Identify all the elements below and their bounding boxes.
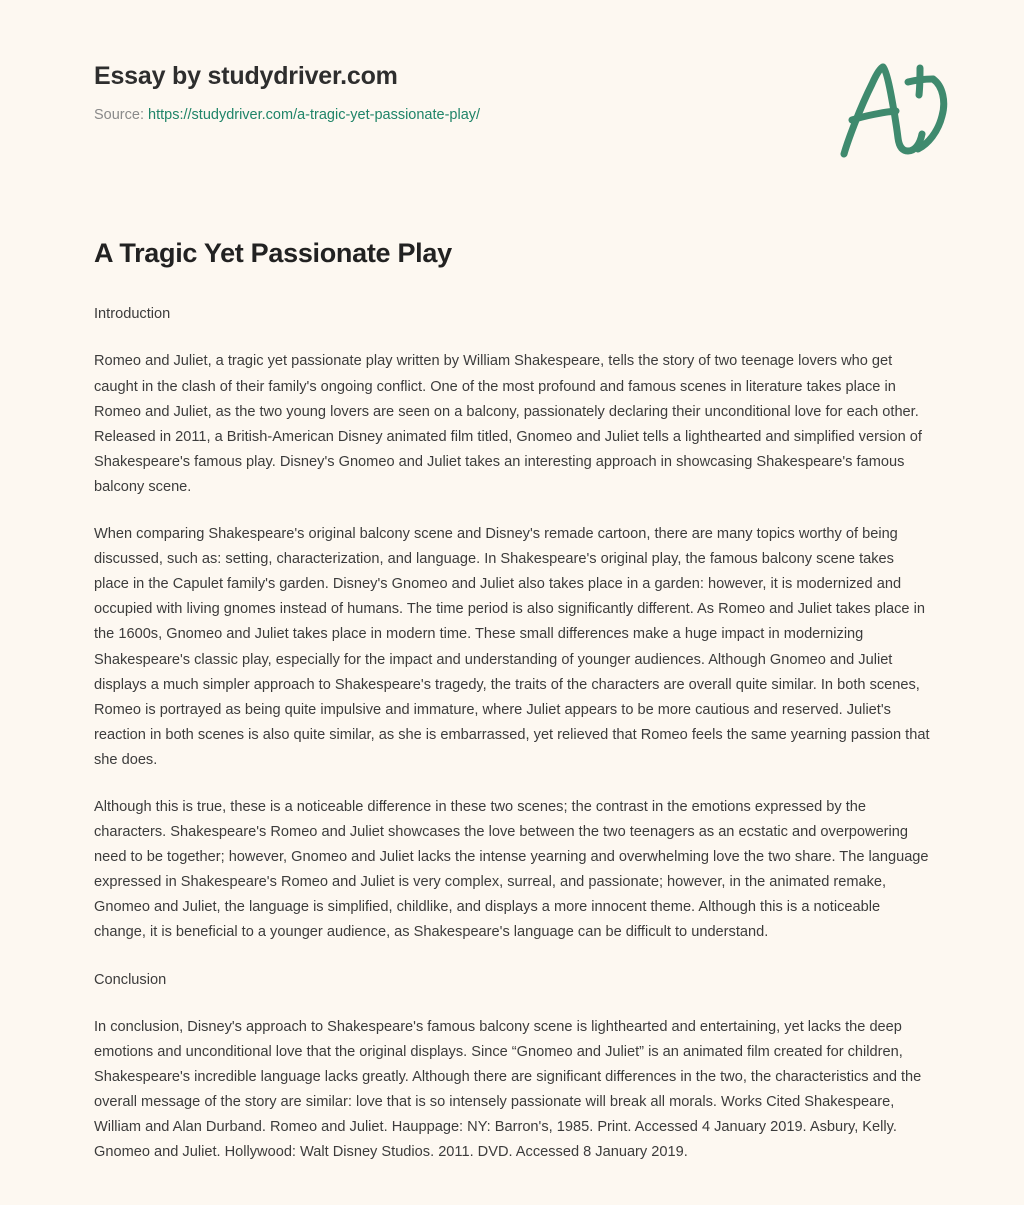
article-body (0, 237, 1024, 1205)
body-copy (94, 302, 930, 1165)
paragraph-3: Although this is true, these is a noticeable difference in these two scenes; the contrast in the emotions expressed by the characters. Shakespeare's Romeo and Juliet showcases the love between the two teenagers as an ecstatic and overpowering need to be together; however, Gnomeo and Juliet lacks the intense yearning and overwhelming love the two share. The language expressed in Shakespeare's Romeo and Juliet is very complex, surreal, and passionate; however, in the animated remake, Gnomeo and Juliet, the language is simplified, childlike, and displays a more innocent theme. Although this is a noticeable change, it is beneficial to a younger audience, as Shakespeare's language can be difficult to understand. (94, 798, 929, 941)
source-url-link[interactable]: https://studydriver.com/a-tragic-yet-passionate-play/ (148, 106, 481, 123)
page-title: A Tragic Yet Passionate Play (94, 238, 452, 268)
section-label-introduction: Introduction (94, 306, 171, 323)
paragraph-2: When comparing Shakespeare's original balcony scene and Disney's remade cartoon, there are many topics worthy of being discussed, such as: setting, characterization, and language. In Shakespeare's original play, the famous balcony scene takes place in the Capulet family's garden. Disney's Gnomeo and Juliet also takes place in a garden: however, it is modernized and occupied with living gnomes instead of humans. The time period is also significantly different. As Romeo and Juliet takes place in the 1600s, Gnomeo and Juliet takes place in modern time. These small differences make a huge impact in modernizing Shakespeare's classic play, especially for the impact and understanding of younger audiences. Although Gnomeo and Juliet displays a much simpler approach to Shakespeare's tragedy, the traits of the characters are overall quite similar. In both scenes, Romeo is portrayed as being quite impulsive and immature, where Juliet appears to be more cautious and reserved. Juliet's reaction in both scenes is also quite similar, as she is embarrassed, yet relieved that Romeo feels the same yearning passion that she does. (94, 526, 930, 768)
brand-title: Essay by studydriver.com (94, 62, 398, 90)
a-plus-logo (832, 58, 952, 162)
source-line (94, 107, 960, 124)
paragraph-4: In conclusion, Disney's approach to Shakespeare's famous balcony scene is lighthearted and entertaining, yet lacks the deep emotions and unconditional love that the original displays. Since “Gnomeo and Juliet” is an animated film created for children, Shakespeare's incredible language lacks greatly. Although there are significant differences in the two, the characteristics and the overall message of the story are similar: love that is so intensely passionate will break all morals. Works Cited Shakespeare, William and Alan Durband. Romeo and Juliet. Hauppage: NY: Barron's, 1985. Print. Accessed 4 January 2019. Asbury, Kelly. Gnomeo and Juliet. Hollywood: Walt Disney Studios. 2011. DVD. Accessed 8 January 2019. (94, 1018, 922, 1161)
section-label-conclusion: Conclusion (94, 971, 167, 988)
a-plus-logo-icon (832, 58, 952, 162)
page-header (0, 0, 1024, 130)
source-label: Source: (94, 106, 144, 123)
paragraph-1: Romeo and Juliet, a tragic yet passionate play written by William Shakespeare, tells the story of two teenage lovers who get caught in the clash of their family's ongoing conflict. One of the most profound and famous scenes in literature takes place in Romeo and Juliet, as the two young lovers are seen on a balcony, passionately declaring their unconditional love for each other. Released in 2011, a British-American Disney animated film titled, Gnomeo and Juliet tells a lighthearted and simplified version of Shakespeare's famous play. Disney's Gnomeo and Juliet takes an interesting approach in showcasing Shakespeare's famous balcony scene. (94, 353, 922, 495)
